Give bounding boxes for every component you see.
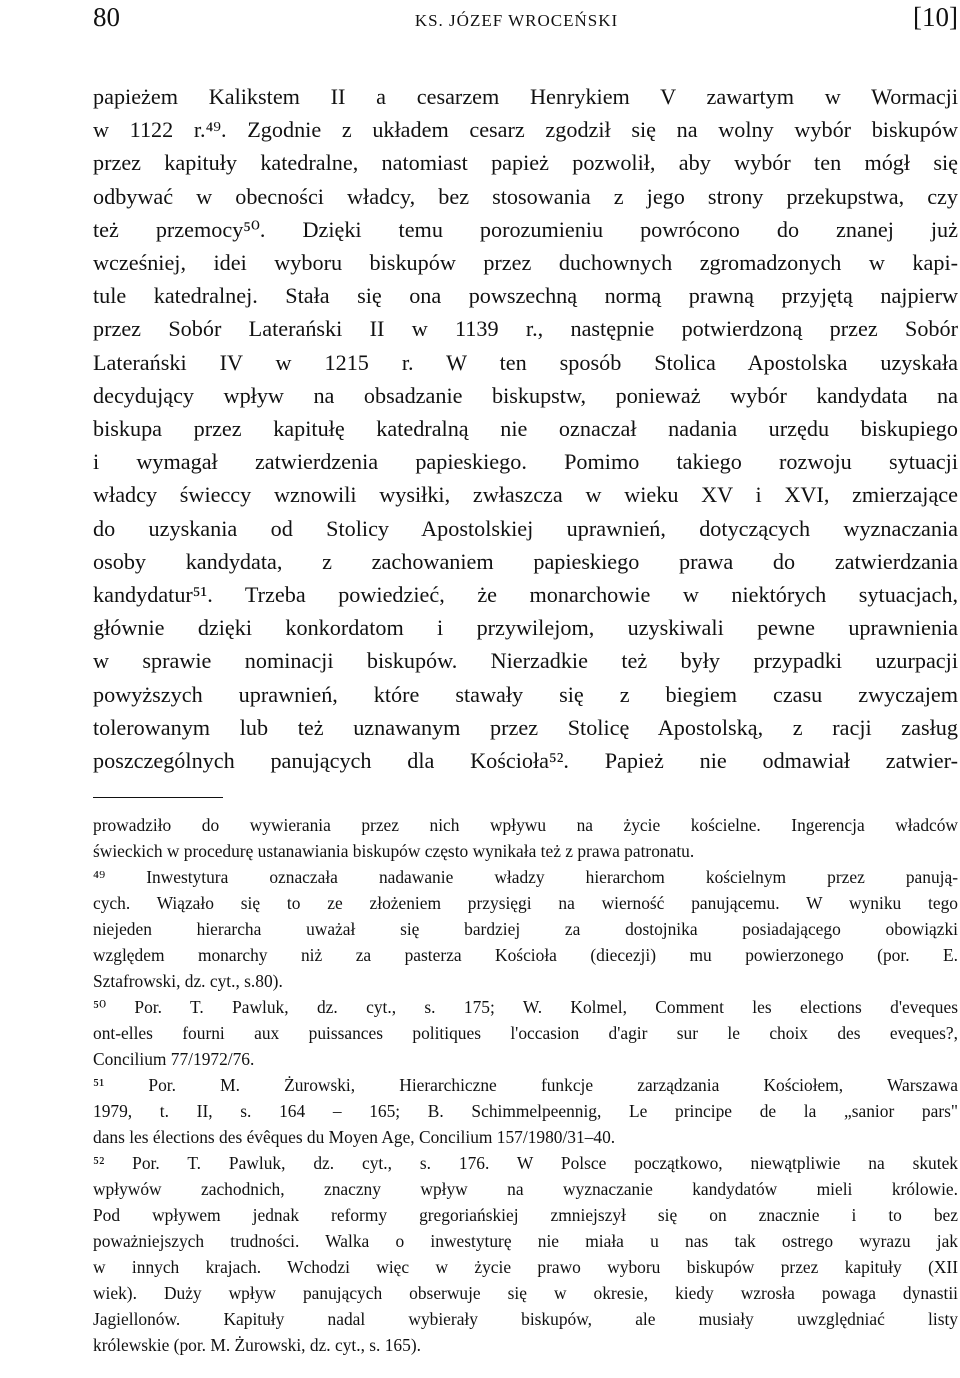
body-line: też przemocy⁵⁰. Dzięki temu porozumieniu powrócono do znanej już: [93, 216, 958, 242]
body-line: kandydatur⁵¹. Trzeba powiedzieć, że monarchowie w niektórych sytuacjach,: [93, 582, 958, 607]
body-line: wcześniej, idei wyboru biskupów przez duchownych zgromadzonych w kapi-: [93, 250, 958, 275]
footnote-line: ⁵² Por. T. Pawluk, dz. cyt., s. 176. W Polsce początkowo, niewątpliwie na skutek: [93, 1153, 958, 1173]
footnote-line: w innych krajach. Wchodzi więc w życie prawo wyboru biskupów przez kapituły (XII: [93, 1257, 958, 1277]
footnote-line: 1979, t. II, s. 164 – 165; B. Schimmelpeennig, Le principe de la „sanior pars": [93, 1101, 958, 1121]
body-line: poszczególnych panujących dla Kościoła⁵². Papież nie odmawiał zatwier-: [93, 748, 958, 773]
running-author: KS. JÓZEF WROCEŃSKI: [414, 11, 619, 30]
body-line: tolerowanym lub też uznawanym przez Stolicę Apostolską, z racji zasług: [93, 714, 958, 740]
footnote-line: ⁵¹ Por. M. Żurowski, Hierarchiczne funkcje zarządzania Kościołem, Warszawa: [93, 1075, 958, 1095]
footnote-line: Sztafrowski, dz. cyt., s.80).: [93, 971, 283, 991]
body-line: w 1122 r.⁴⁹. Zgodnie z układem cesarz zgodził się na wolny wybór biskupów: [93, 117, 958, 143]
body-line: władcy świeccy wznowili wysiłki, zwłaszcza w wieku XV i XVI, zmierzające: [93, 482, 958, 508]
footnote-line: niejeden hierarcha uważał się bardziej za dostojnika posiadającego obowiązki: [93, 919, 958, 939]
body-line: przez kapituły katedralne, natomiast papież pozwolił, aby wybór ten mógł się: [93, 150, 958, 176]
body-line: w sprawie nominacji biskupów. Nierzadkie też były przypadki uzurpacji: [93, 648, 958, 674]
footnote-line: ⁵⁰ Por. T. Pawluk, dz. cyt., s. 175; W. Kolmel, Comment les elections d'eveques: [93, 997, 958, 1017]
body-line: decydujący wpływ na obsadzanie biskupstw, ponieważ wybór kandydata na: [93, 382, 958, 408]
footnote-line: poważniejszych trudności. Walka o inwestyturę nie miała u nas tak ostrego wyrazu jak: [93, 1231, 958, 1251]
body-line: do uzyskania od Stolicy Apostolskiej uprawnień, dotyczących wyznaczania: [93, 515, 958, 541]
section-number: [10]: [913, 2, 958, 32]
footnote-line: Pod wpływem jednak reformy gregoriańskiej zmniejszył się on znacznie i to bez: [93, 1205, 958, 1225]
footnote-line: cych. Wiązało się to ze złożeniem przysięgi na wierność panującemu. W wyniku tego: [93, 893, 958, 913]
body-line: odbywać w obecności władcy, bez stosowania z jego strony przekupstwa, czy: [93, 183, 958, 209]
page-number: 80: [93, 2, 120, 32]
footnote-line: ⁴⁹ Inwestytura oznaczała nadawanie władzy hierarchom kościelnym przez panują-: [93, 867, 958, 887]
body-line: tule katedralnej. Stała się ona powszechną normą prawną przyjętą najpierw: [93, 283, 958, 309]
body-line: powyższych uprawnień, które stawały się z biegiem czasu zwyczajem: [93, 681, 958, 707]
footnote-line: względem monarchy niż za pasterza Kościoła (diecezji) mu powierzonego (por. E.: [93, 945, 958, 965]
body-line: osoby kandydata, z zachowaniem papieskiego prawa do zatwierdzania: [93, 548, 958, 574]
footnote-line: Jagiellonów. Kapituły nadal wybierały biskupów, ale musiały uwzględniać listy: [93, 1309, 958, 1329]
footnote-line: dans les élections des évêques du Moyen Age, Concilium 157/1980/31–40.: [93, 1127, 616, 1147]
footnote-line: prowadziło do wywierania przez nich wpływu na życie kościelne. Ingerencja władców: [93, 815, 958, 835]
running-header: [93, 2, 958, 38]
body-line: przez Sobór Laterański II w 1139 r., następnie potwierdzoną przez Sobór: [93, 316, 958, 342]
body-line: Laterański IV w 1215 r. W ten sposób Stolica Apostolska uzyskała: [93, 349, 958, 375]
footnote-line: królewskie (por. M. Żurowski, dz. cyt., s. 165).: [93, 1335, 421, 1355]
footnote-line: wpływów zachodnich, znaczny wpływ na wyznaczanie kandydatów mieli królowie.: [93, 1179, 958, 1199]
footnote-line: ont-elles fourni aux puissances politiques l'occasion d'agir sur le choix des eveques?,: [93, 1023, 958, 1043]
footnote-separator: [93, 797, 223, 798]
body-line: papieżem Kalikstem II a cesarzem Henrykiem V zawartym w Wormacji: [93, 84, 958, 109]
footnote-line: Concilium 77/1972/76.: [93, 1049, 255, 1069]
footnote-line: świeckich w procedurę ustanawiania biskupów często wynikała też z prawa patronatu.: [93, 841, 695, 861]
body-line: biskupa przez kapitułę katedralną nie oznaczał nadania urzędu biskupiego: [93, 416, 958, 441]
body-line: głównie dzięki konkordatom i przywilejom, uzyskiwali pewne uprawnienia: [93, 615, 958, 641]
footnote-line: wiek). Duży wpływ panujących obserwuje się w okresie, kiedy wzrosła powaga dynastii: [93, 1283, 958, 1303]
body-line: i wymagał zatwierdzenia papieskiego. Pomimo takiego rozwoju sytuacji: [93, 449, 958, 475]
